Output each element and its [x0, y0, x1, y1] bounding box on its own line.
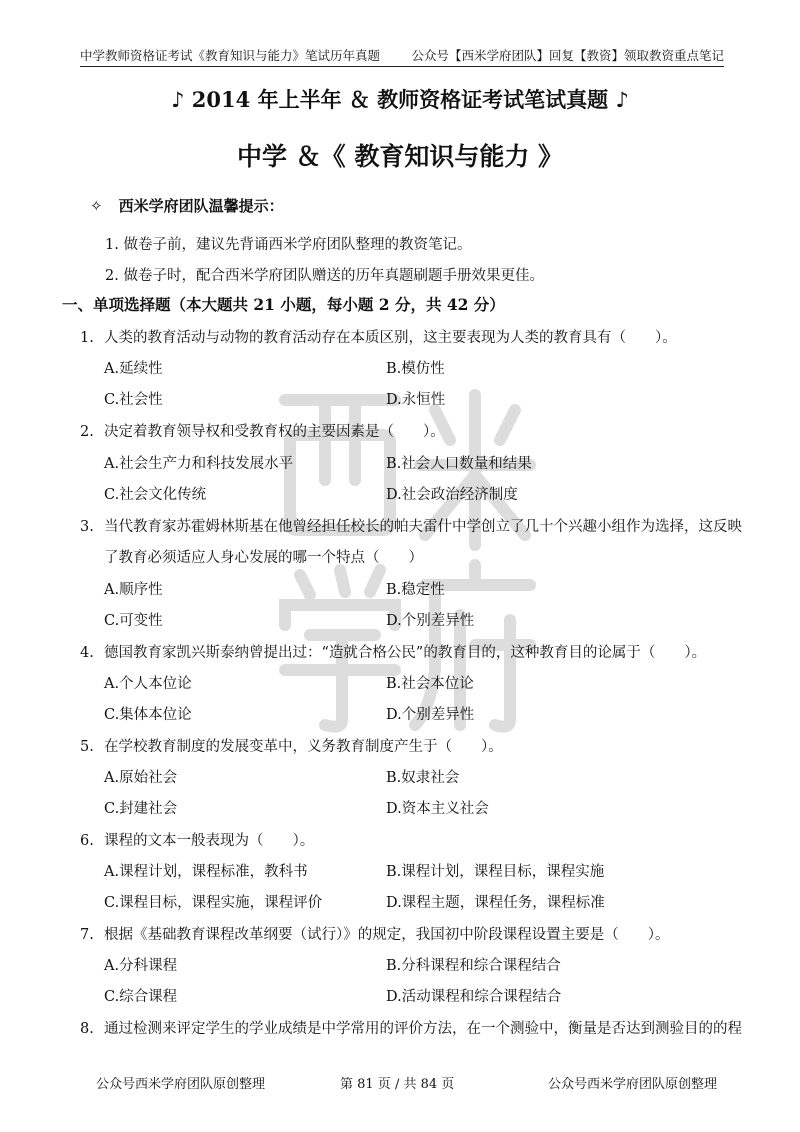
option-d: D.个别差异性	[386, 707, 475, 723]
diamond-icon: ✧	[90, 197, 103, 215]
question-5: 5. 在学校教育制度的发展变革中，义务教育制度产生于（ ）。	[80, 739, 503, 755]
section-heading: 一、单项选择题（本大题共 21 小题，每小题 2 分，共 42 分）	[62, 295, 505, 314]
question-1: 1. 人类的教育活动与动物的教育活动存在本质区别，这主要表现为人类的教育具有（ ）。	[80, 330, 677, 346]
header-left: 中学教师资格证考试《教育知识与能力》笔试历年真题	[80, 48, 381, 63]
tip-item: 1. 做卷子前，建议先背诵西米学府团队整理的教资笔记。	[105, 237, 472, 253]
option-b: B.社会本位论	[386, 676, 474, 692]
question-3: 3. 当代教育家苏霍姆林斯基在他曾经担任校长的帕夫雷什中学创立了几十个兴趣小组作为选择，这反映	[80, 519, 742, 535]
option-a: A.原始社会	[104, 770, 178, 786]
option-c: C.集体本位论	[104, 707, 192, 723]
tips-heading	[90, 195, 284, 216]
option-a: A.顺序性	[104, 582, 163, 598]
option-b: B.奴隶社会	[386, 770, 460, 786]
option-d: D.个别差异性	[386, 613, 475, 629]
footer-right: 公众号西米学府团队原创整理	[548, 1077, 718, 1092]
option-a: A.分科课程	[104, 958, 178, 974]
option-d: D.课程主题，课程任务，课程标准	[386, 895, 605, 911]
option-b: B.社会人口数量和结果	[386, 456, 532, 472]
option-a: A.延续性	[104, 361, 163, 377]
option-a: A.社会生产力和科技发展水平	[104, 456, 294, 472]
option-a: A.课程计划，课程标准，教科书	[104, 864, 308, 880]
option-c: C.课程目标，课程实施，课程评价	[104, 895, 323, 911]
exam-subtitle: 中学 ＆《 教育知识与能力 》	[236, 142, 564, 171]
question-4: 4. 德国教育家凯兴斯泰纳曾提出过：“造就合格公民”的教育目的，这种教育目的论属于（ ）。	[80, 645, 707, 661]
option-a: A.个人本位论	[104, 676, 192, 692]
option-c: C.可变性	[104, 613, 163, 629]
page-header	[80, 44, 724, 67]
tips-heading-text: 西米学府团队温馨提示：	[118, 197, 284, 215]
option-b: B.模仿性	[386, 361, 445, 377]
exam-title: ♪ 2014 年上半年 ＆ 教师资格证考试笔试真题 ♪	[171, 87, 629, 112]
question-2: 2. 决定着教育领导权和受教育权的主要因素是（ ）。	[80, 424, 445, 440]
option-b: B.稳定性	[386, 582, 445, 598]
question-7: 7. 根据《基础教育课程改革纲要（试行）》的规定，我国初中阶段课程设置主要是（ ）。	[80, 927, 670, 943]
option-c: C.综合课程	[104, 989, 178, 1005]
option-b: B.课程计划，课程目标，课程实施	[386, 864, 605, 880]
option-d: D.资本主义社会	[386, 801, 489, 817]
option-c: C.社会文化传统	[104, 487, 207, 503]
question-8: 8. 通过检测来评定学生的学业成绩是中学常用的评价方法，在一个测验中，衡量是否达到测验目的的程	[80, 1021, 742, 1037]
option-d: D.永恒性	[386, 392, 446, 408]
question-3-continued: 了教育必须适应人身心发展的哪一个特点（ ）	[104, 550, 423, 566]
option-c: C.社会性	[104, 392, 163, 408]
footer-left: 公众号西米学府团队原创整理	[96, 1077, 266, 1092]
page-number: 第 81 页 / 共 84 页	[340, 1077, 455, 1092]
option-c: C.封建社会	[104, 801, 178, 817]
option-d: D.活动课程和综合课程结合	[386, 989, 562, 1005]
tip-item: 2. 做卷子时，配合西米学府团队赠送的历年真题刷题手册效果更佳。	[105, 268, 544, 284]
option-d: D.社会政治经济制度	[386, 487, 518, 503]
question-6: 6. 课程的文本一般表现为（ ）。	[80, 833, 315, 849]
header-right: 公众号【西米学府团队】回复【教资】领取教资重点笔记	[411, 48, 724, 63]
option-b: B.分科课程和综合课程结合	[386, 958, 561, 974]
